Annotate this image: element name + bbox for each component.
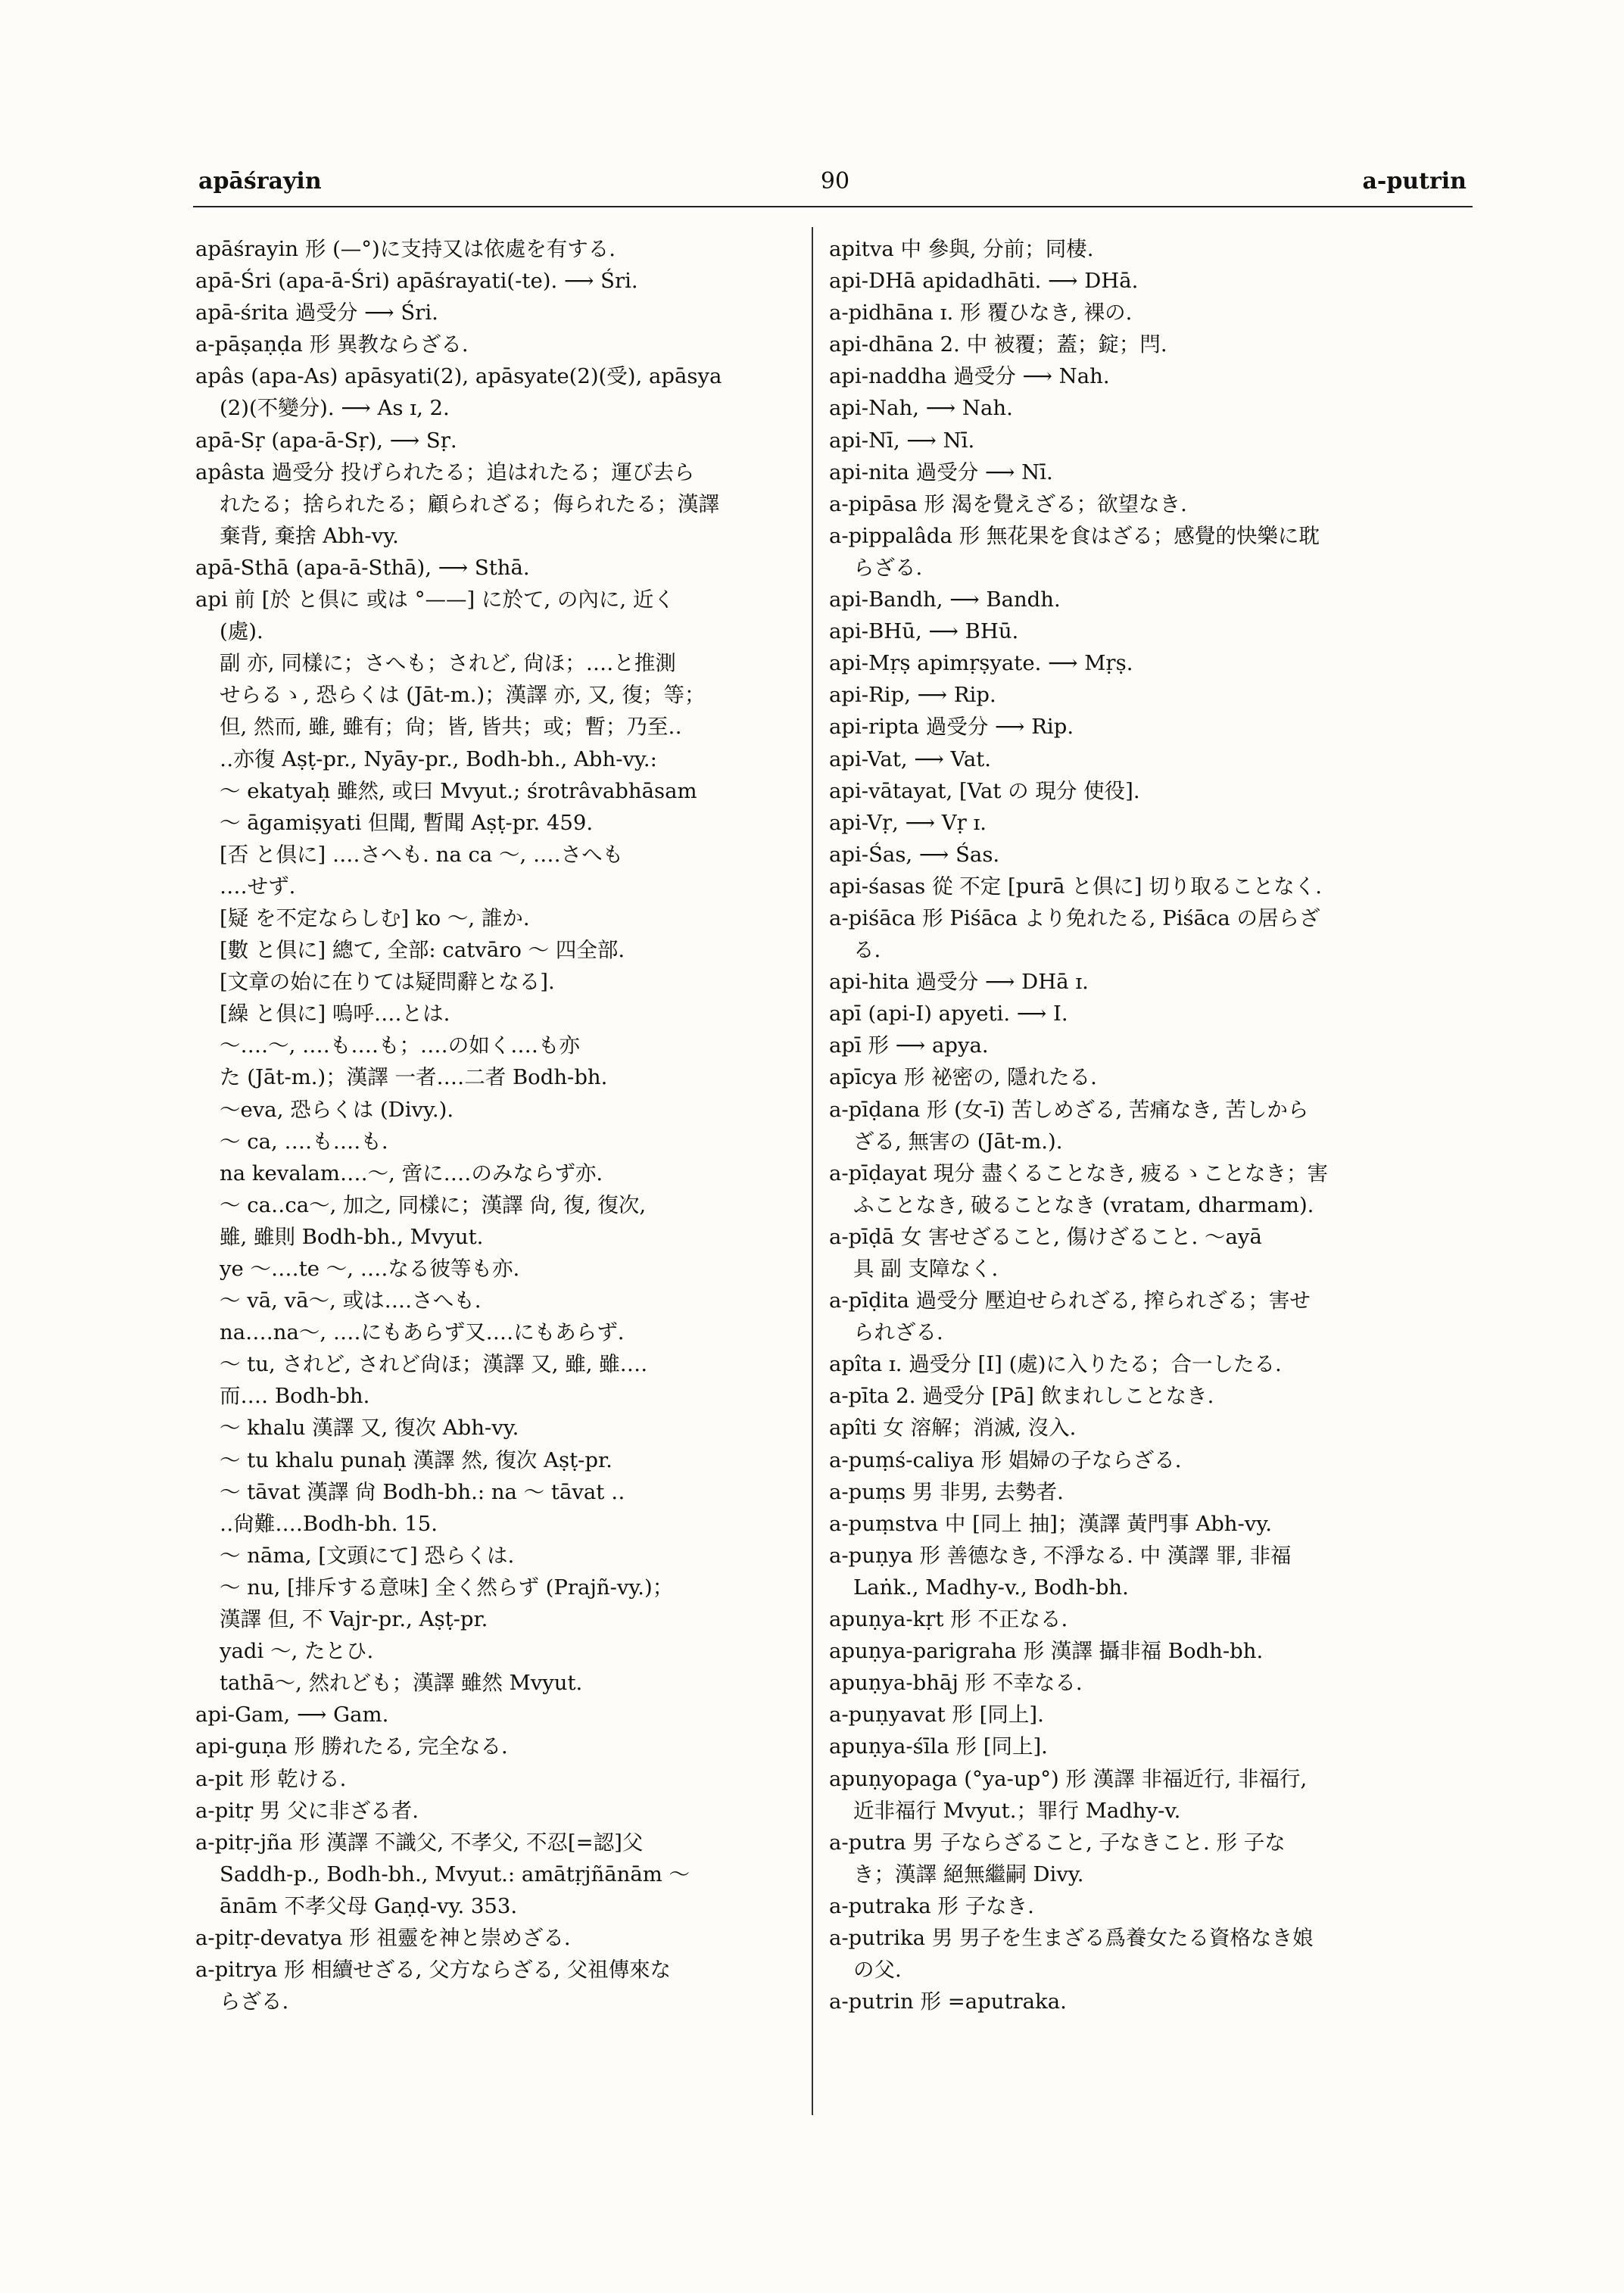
entry-line: a-puṃś-caliya 形 娼婦の子ならざる. xyxy=(829,1447,1182,1472)
entry-line: 〜‥‥〜, ‥‥も‥‥も；‥‥の如く‥‥も亦 xyxy=(220,1033,580,1058)
entry-line: 〜 ekatyaḥ 雖然, 或曰 Mvyut.; śrotrâvabhāsam xyxy=(220,778,697,803)
entry-line: a-puṇyavat 形 [同上]. xyxy=(829,1703,1044,1728)
right-column xyxy=(829,233,1435,2017)
entry-line: 棄背, 棄捨 Abh-vy. xyxy=(220,523,399,548)
entry-line: 具 副 支障なく. xyxy=(853,1257,999,1281)
entry-line: a-pitrya 形 相續せざる, 父方ならざる, 父祖傳來な xyxy=(195,1958,672,1983)
entry-line: ‥‥せず. xyxy=(220,874,296,899)
entry-line: a-pidhāna ɪ. 形 覆ひなき, 裸の. xyxy=(829,301,1133,326)
entry-line: api-vātayat, [Vat の 現分 使役]. xyxy=(829,778,1140,803)
entry-line: 雖, 雖則 Bodh-bh., Mvyut. xyxy=(220,1224,484,1249)
header-rule xyxy=(193,206,1473,207)
entry-line: apuṇya-bhāj 形 不幸なる. xyxy=(829,1671,1083,1696)
entry-line: [數 と倶に] 總て, 全部: catvāro 〜 四全部. xyxy=(220,938,625,963)
entry-line: 〜 nu, [排斥する意味] 全く然らず (Prajñ-vy.)； xyxy=(220,1575,674,1600)
entry-line: られざる. xyxy=(853,1320,943,1345)
entry-line: ふことなき, 破ることなき (vratam, dharmam). xyxy=(853,1192,1314,1217)
entry-line: [否 と倶に] ‥‥さへも. na ca 〜, ‥‥さへも xyxy=(220,842,624,867)
entry-line: ānām 不孝父母 Gaṇḍ-vy. 353. xyxy=(220,1893,518,1918)
entry-line: a-pit 形 乾ける. xyxy=(195,1766,347,1791)
entry-line: 〜 tu, されど, されど尙ほ；漢譯 又, 雖, 雖‥‥ xyxy=(220,1352,648,1377)
entry-line: 〜 tu khalu punaḥ 漢譯 然, 復次 Aṣṭ-pr. xyxy=(220,1447,613,1472)
column-divider xyxy=(812,227,813,2115)
entry-line: [疑 を不定ならしむ] ko 〜, 誰か. xyxy=(220,905,530,930)
entry-line: apîti 女 溶解；消滅, 沒入. xyxy=(829,1416,1077,1441)
entry-line: き；漢譯 絕無繼嗣 Divy. xyxy=(853,1862,1084,1886)
entry-line: a-pippalâda 形 無花果を食はざる；感覺的快樂に耽 xyxy=(829,523,1320,548)
entry-line: a-pāṣaṇḍa 形 異教ならざる. xyxy=(195,332,469,357)
entry-line: ‥亦復 Aṣṭ-pr., Nyāy-pr., Bodh-bh., Abh-vy.: xyxy=(220,746,657,771)
entry-line: [文章の始に在りては疑問辭となる]. xyxy=(220,970,555,995)
entry-line: れたる；捨られたる；顧られざる；侮られたる；漢譯 xyxy=(220,491,719,516)
entry-line: 〜eva, 恐らくは (Divy.). xyxy=(220,1097,454,1122)
entry-line: ‥尙難‥‥Bodh-bh. 15. xyxy=(220,1511,438,1536)
running-head-left: apāśrayin xyxy=(198,168,322,195)
entry-line: Saddh-p., Bodh-bh., Mvyut.: amātṛjñānām 〜 xyxy=(220,1862,690,1886)
entry-line: a-pipāsa 形 渴を覺えざる；欲望なき. xyxy=(829,491,1187,516)
entry-line: api-śasas 從 不定 [purā と倶に] 切り取ることなく. xyxy=(829,874,1322,899)
entry-line: apā-Śri (apa-ā-Śri) apāśrayati(-te). ⟶ Śri. xyxy=(195,269,638,294)
entry-line: 近非福行 Mvyut.；罪行 Madhy-v. xyxy=(853,1798,1181,1823)
entry-line: apuṇya-parigraha 形 漢譯 攝非福 Bodh-bh. xyxy=(829,1639,1264,1664)
entry-line: api-Gam, ⟶ Gam. xyxy=(195,1703,389,1728)
entry-line: a-putra 男 子ならざること, 子なきこと. 形 子な xyxy=(829,1830,1286,1855)
entry-line: 副 亦, 同樣に；さへも；されど, 尙ほ；‥‥と推測 xyxy=(220,651,676,676)
entry-line: api-Vṛ, ⟶ Vṛ ɪ. xyxy=(829,810,987,835)
entry-line: a-puṇya 形 善德なき, 不淨なる. 中 漢譯 罪, 非福 xyxy=(829,1543,1292,1568)
entry-line: a-pīta 2. 過受分 [Pā] 飲まれしことなき. xyxy=(829,1384,1214,1409)
entry-line: apāśrayin 形 (—°)に支持又は依處を有する. xyxy=(195,237,616,261)
entry-line: api-DHā apidadhāti. ⟶ DHā. xyxy=(829,269,1139,294)
entry-line: 〜 khalu 漢譯 又, 復次 Abh-vy. xyxy=(220,1416,519,1441)
entry-line: api 前 [於 と倶に 或は °——] に於て, の內に, 近く xyxy=(195,587,675,612)
entry-line: api-Vat, ⟶ Vat. xyxy=(829,746,992,771)
entry-line: apī (api-I) apyeti. ⟶ I. xyxy=(829,1002,1068,1027)
entry-line: apā-Sthā (apa-ā-Sthā), ⟶ Sthā. xyxy=(195,555,530,580)
entry-line: apâsta 過受分 投げられたる；追はれたる；運び去ら xyxy=(195,460,695,484)
page-number: 90 xyxy=(820,168,850,195)
entry-line: yadi 〜, たとひ. xyxy=(220,1639,374,1664)
entry-line: api-nita 過受分 ⟶ Nī. xyxy=(829,460,1053,484)
entry-line: api-Mṛṣ apimṛṣyate. ⟶ Mṛṣ. xyxy=(829,651,1133,676)
entry-line: 〜 vā, vā〜, 或は‥‥さへも. xyxy=(220,1288,482,1313)
entry-line: a-puṃstva 中 [同上 抽]；漢譯 黃門事 Abh-vy. xyxy=(829,1511,1272,1536)
entry-line: ざる, 無害の (Jāt-m.). xyxy=(853,1129,1063,1154)
entry-line: 但, 然而, 雖, 雖有；尙；皆, 皆共；或；暫；乃至‥ xyxy=(220,715,682,740)
entry-line: api-Nah, ⟶ Nah. xyxy=(829,396,1013,421)
entry-line: api-ripta 過受分 ⟶ Rip. xyxy=(829,715,1074,740)
entry-line: apā-śrita 過受分 ⟶ Śri. xyxy=(195,301,438,326)
entry-line: a-piśāca 形 Piśāca より免れたる, Piśāca の居らざ xyxy=(829,905,1320,930)
entry-line: 〜 ca, ‥‥も‥‥も. xyxy=(220,1129,388,1154)
entry-line: Laṅk., Madhy-v., Bodh-bh. xyxy=(853,1575,1129,1600)
entry-line: らざる. xyxy=(220,1989,289,2014)
entry-line: apuṇya-kṛt 形 不正なる. xyxy=(829,1607,1068,1632)
entry-line: 〜 nāma, [文頭にて] 恐らくは. xyxy=(220,1543,515,1568)
entry-line: apīcya 形 祕密の, 隱れたる. xyxy=(829,1065,1097,1090)
entry-line: た (Jāt-m.)；漢譯 一者‥‥二者 Bodh-bh. xyxy=(220,1065,608,1090)
entry-line: api-Bandh, ⟶ Bandh. xyxy=(829,587,1061,612)
entry-line: 漢譯 但, 不 Vajr-pr., Aṣṭ-pr. xyxy=(220,1607,488,1632)
entry-line: apī 形 ⟶ apya. xyxy=(829,1033,989,1058)
entry-line: 〜 āgamiṣyati 但聞, 暫聞 Aṣṭ-pr. 459. xyxy=(220,810,594,835)
entry-line: [繰 と倶に] 嗚呼‥‥とは. xyxy=(220,1002,450,1027)
entry-line: apā-Sṛ (apa-ā-Sṛ), ⟶ Sṛ. xyxy=(195,428,457,453)
entry-line: apuṇya-śīla 形 [同上]. xyxy=(829,1734,1048,1759)
entry-line: (處). xyxy=(220,619,263,644)
entry-line: 〜 ca‥ca〜, 加之, 同樣に；漢譯 尙, 復, 復次, xyxy=(220,1192,647,1217)
entry-line: apâs (apa-As) apāsyati(2), apāsyate(2)(受), apāsya xyxy=(195,364,722,389)
entry-line: 而‥‥ Bodh-bh. xyxy=(220,1384,370,1409)
entry-line: a-putraka 形 子なき. xyxy=(829,1893,1034,1918)
entry-line: api-Rip, ⟶ Rip. xyxy=(829,683,996,708)
entry-line: る. xyxy=(853,938,881,963)
entry-line: api-dhāna 2. 中 被覆；蓋；錠；閂. xyxy=(829,332,1167,357)
entry-line: api-Śas, ⟶ Śas. xyxy=(829,842,1000,867)
entry-line: 〜 tāvat 漢譯 尙 Bodh-bh.: na 〜 tāvat ‥ xyxy=(220,1479,625,1504)
entry-line: a-pīḍana 形 (女-ī) 苦しめざる, 苦痛なき, 苦しから xyxy=(829,1097,1309,1122)
entry-line: api-naddha 過受分 ⟶ Nah. xyxy=(829,364,1110,389)
entry-line: api-Nī, ⟶ Nī. xyxy=(829,428,975,453)
entry-line: apuṇyopaga (°ya-up°) 形 漢譯 非福近行, 非福行, xyxy=(829,1766,1308,1791)
left-column xyxy=(195,233,801,2017)
entry-line: api-guṇa 形 勝れたる, 完全なる. xyxy=(195,1734,508,1759)
entry-line: a-putrin 形 =aputraka. xyxy=(829,1989,1067,2014)
entry-line: の父. xyxy=(853,1958,902,1983)
entry-line: na kevalam‥‥〜, 啻に‥‥のみならず亦. xyxy=(220,1161,603,1185)
entry-line: apîta ɪ. 過受分 [I] (處)に入りたる；合一したる. xyxy=(829,1352,1282,1377)
entry-line: api-hita 過受分 ⟶ DHā ɪ. xyxy=(829,970,1089,995)
entry-line: a-pīḍita 過受分 壓迫せられざる, 搾られざる；害せ xyxy=(829,1288,1311,1313)
entry-line: api-BHū, ⟶ BHū. xyxy=(829,619,1019,644)
entry-line: せらるゝ, 恐らくは (Jāt-m.)；漢譯 亦, 又, 復；等； xyxy=(220,683,706,708)
entry-line: らざる. xyxy=(853,555,923,580)
entry-line: tathā〜, 然れども；漢譯 雖然 Mvyut. xyxy=(220,1671,583,1696)
entry-line: a-pīḍayat 現分 盡くることなき, 疲るゝことなき；害 xyxy=(829,1161,1329,1185)
entry-line: apitva 中 參與, 分前；同棲. xyxy=(829,237,1094,261)
running-head-right: a-putrin xyxy=(1362,168,1467,195)
entry-line: na‥‥na〜, ‥‥にもあらず又‥‥にもあらず. xyxy=(220,1320,625,1345)
entry-line: ye 〜‥‥te 〜, ‥‥なる彼等も亦. xyxy=(220,1257,520,1281)
entry-line: a-pitṛ 男 父に非ざる者. xyxy=(195,1798,419,1823)
entry-line: (2)(不變分). ⟶ As ɪ, 2. xyxy=(220,396,450,421)
entry-line: a-putrika 男 男子を生まざる爲養女たる資格なき娘 xyxy=(829,1925,1314,1950)
entry-line: a-puṃs 男 非男, 去勢者. xyxy=(829,1479,1064,1504)
entry-line: a-pitṛ-devatya 形 祖靈を神と崇めざる. xyxy=(195,1925,571,1950)
entry-line: a-pīḍā 女 害せざること, 傷けざること. 〜ayā xyxy=(829,1224,1262,1249)
entry-line: a-pitṛ-jña 形 漢譯 不識父, 不孝父, 不忍[=認]父 xyxy=(195,1830,644,1855)
